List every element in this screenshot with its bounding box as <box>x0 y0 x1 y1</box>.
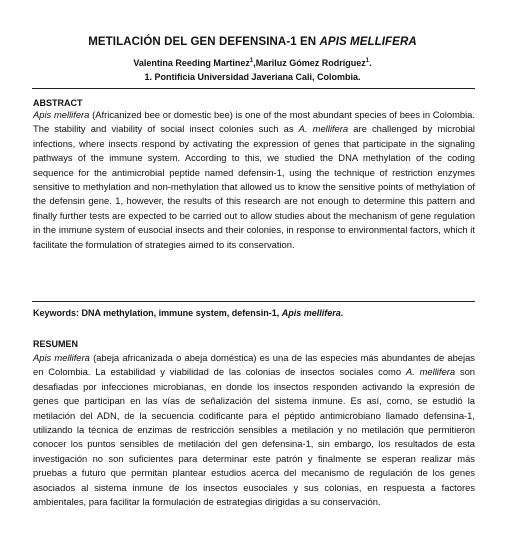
title-species: APIS MELLIFERA <box>319 36 417 48</box>
author-1: Valentina Reeding Martinez <box>133 58 250 68</box>
divider-bottom <box>32 301 475 302</box>
keywords-end: . <box>340 308 344 318</box>
author-2: Mariluz Gómez Rodríguez <box>255 58 366 68</box>
keywords-line <box>33 308 343 318</box>
title-text: METILACIÓN DEL GEN DEFENSINA-1 EN <box>88 36 320 48</box>
paper-title <box>0 36 505 48</box>
author-2-affil: 1 <box>365 58 370 64</box>
author-1-affil: 1 <box>249 58 254 64</box>
affiliation: 1. Pontificia Universidad Javeriana Cali, Colombia. <box>144 72 361 82</box>
abstract-species: Apis mellifera <box>33 109 90 120</box>
resumen-species: Apis mellifera <box>33 352 90 363</box>
resumen-text-2: son desafiadas por infecciones microbianas, en donde los insectos responden activando la expresión de genes que participan en las vías de señalización del sistema inmune. Es así, como, se estudió la metilación del ADN, de la secuencia codificante para el péptido antimicrobiano llamado defensina-1, utilizando la técnica de enzimas de restricción sensibles a metilación y no metilación que permitieron conocer los puntos sensibles de metilación del gen defensina-1, sin embargo, los resultados de esta investigación no son suficientes para determinar este patrón y finalmente se esperan realizar más pruebas a futuro que permitan plantear estudios acerca del mecanismo de regulación de los genes asociados al sistema inmune de los insectos eusociales y sus colonias, en respuesta a factores ambientales, para facilitar la formulación de estrategias dirigidas a su conservación. <box>33 366 475 508</box>
abstract-body <box>33 108 475 252</box>
abstract-text-1: (Africanized bee or domestic bee) is one of the most abundant species of bees in Colombia. The stability and viability of social insect colonies such as <box>33 109 475 135</box>
divider-top <box>32 88 475 89</box>
resumen-heading: RESUMEN <box>33 339 79 349</box>
resumen-text-1: (abeja africanizada o abeja doméstica) es una de las especies más abundantes de abejas en Colombia. La estabilidad y viabilidad de las colonias de insectos sociales como <box>33 352 475 378</box>
resumen-body <box>33 351 475 509</box>
abstract-text-2: are challenged by microbial infections, where insects respond by activating the expression of genes that participate in the signaling pathways of the immune system. According to this, we studied the DNA methylation of the coding sequence for the antimicrobial peptide named defensin-1, using the technique of restriction enzymes sensitive to methylation and non-methylation that allowed us to know the sensitive points of methylation of the defensin gene. 1, however, the results of this research are not enough to determine this pattern and finally further tests are expected to be carried out to allow studies about the mechanism of gene regulation in the immune system of eusocial insects and their colonies, in response to environmental factors, which it facilitate the formulation of strategies aimed to its conservation. <box>33 123 475 250</box>
author-end: . <box>369 58 372 68</box>
resumen-species-2: A. mellifera <box>405 366 456 378</box>
author-separator: , <box>253 58 256 68</box>
author-line <box>0 58 505 68</box>
abstract-heading: ABSTRACT <box>33 98 83 108</box>
abstract-species-2: A. mellifera <box>298 123 349 135</box>
keywords-text: Keywords: DNA methylation, immune system, defensin-1, <box>33 308 282 318</box>
keywords-species: Apis mellifera <box>281 308 341 318</box>
